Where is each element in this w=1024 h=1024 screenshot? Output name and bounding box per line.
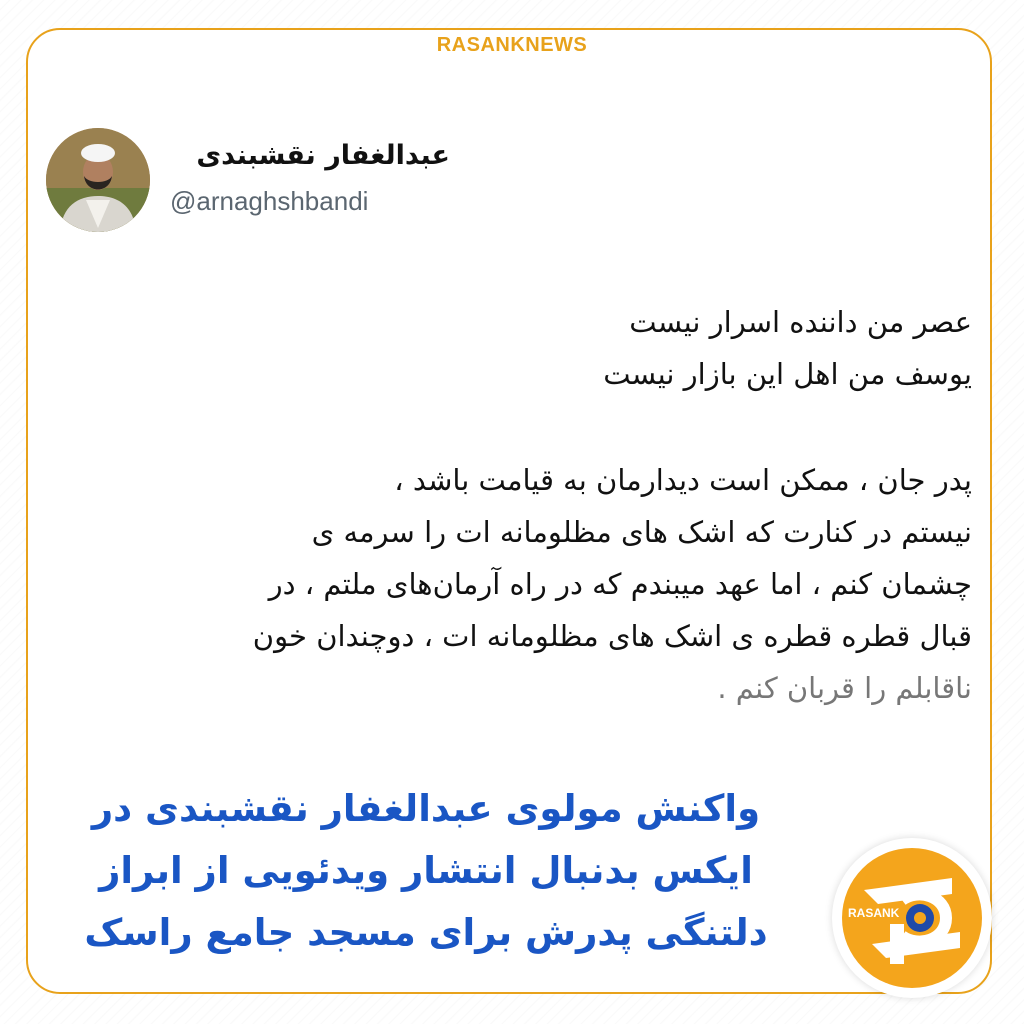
avatar: [46, 128, 150, 232]
tweet-line: پدر جان ، ممکن است دیدارمان به قیامت باشد ،: [394, 463, 972, 497]
display-name[interactable]: عبدالغفار نقشبندی: [196, 140, 450, 171]
brand-label: RASANKNEWS: [436, 34, 588, 56]
tweet-line: قبال قطره قطره ی اشک های مظلومانه ات ، دوچندان خون: [252, 619, 972, 653]
tweet-line: عصر من داننده اسرار نیست: [629, 305, 972, 339]
headline-line: دلتنگی پدرش برای مسجد جامع راسک: [84, 911, 768, 954]
avatar-photo-icon: [46, 128, 150, 232]
user-handle[interactable]: @arnaghshbandi: [170, 186, 369, 216]
rasank-logo-icon: [842, 848, 982, 988]
tweet-line: چشمان کنم ، اما عهد میبندم که در راه آرمان‌های ملتم ، در: [268, 567, 972, 601]
headline: [34, 778, 818, 964]
headline-line: واکنش مولوی عبدالغفار نقشبندی در: [91, 787, 761, 830]
headline-line: ایکس بدنبال انتشار ویدئویی از ابراز: [99, 849, 753, 892]
tweet-text: [80, 296, 972, 714]
logo-text: RASANK: [848, 906, 900, 920]
tweet-line: نیستم در کنارت که اشک های مظلومانه ات را سرمه ی: [311, 515, 972, 549]
tweet-line: یوسف من اهل این بازار نیست: [603, 357, 972, 391]
rasank-logo: [832, 838, 992, 998]
tweet-line: ناقابلم را قربان کنم .: [717, 671, 972, 705]
